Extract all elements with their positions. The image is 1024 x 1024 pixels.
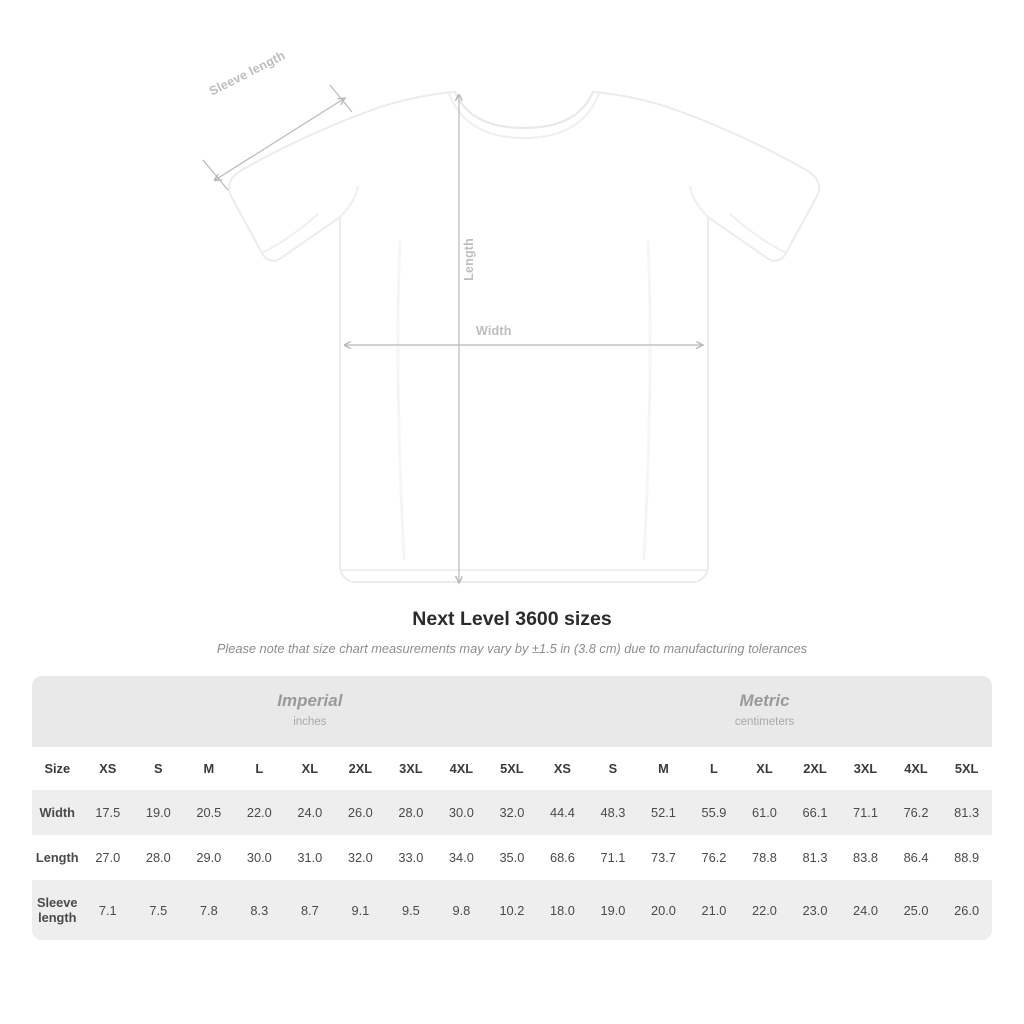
size-header-imperial-2xl: 2XL bbox=[335, 747, 386, 790]
cell-width-metric-3xl: 71.1 bbox=[840, 790, 891, 835]
size-header-row bbox=[32, 747, 992, 790]
cell-length-metric-xl: 78.8 bbox=[739, 835, 790, 880]
cell-length-metric-5xl: 88.9 bbox=[941, 835, 992, 880]
cell-width-imperial-m: 20.5 bbox=[184, 790, 235, 835]
length-label: Length bbox=[462, 238, 476, 281]
cell-sleeve-imperial-l: 8.3 bbox=[234, 880, 285, 940]
cell-width-metric-2xl: 66.1 bbox=[790, 790, 841, 835]
cell-sleeve-metric-m: 20.0 bbox=[638, 880, 689, 940]
cell-width-imperial-s: 19.0 bbox=[133, 790, 184, 835]
size-header-imperial-xl: XL bbox=[285, 747, 336, 790]
size-header-imperial-xs: XS bbox=[83, 747, 134, 790]
unit-imperial-name: Imperial bbox=[277, 691, 343, 710]
cell-width-imperial-l: 22.0 bbox=[234, 790, 285, 835]
cell-width-metric-m: 52.1 bbox=[638, 790, 689, 835]
size-header-metric-l: L bbox=[689, 747, 740, 790]
cell-length-imperial-m: 29.0 bbox=[184, 835, 235, 880]
cell-sleeve-imperial-2xl: 9.1 bbox=[335, 880, 386, 940]
cell-length-metric-l: 76.2 bbox=[689, 835, 740, 880]
size-header-metric-m: M bbox=[638, 747, 689, 790]
cell-sleeve-metric-5xl: 26.0 bbox=[941, 880, 992, 940]
cell-sleeve-imperial-m: 7.8 bbox=[184, 880, 235, 940]
cell-width-imperial-4xl: 30.0 bbox=[436, 790, 487, 835]
width-label: Width bbox=[476, 324, 512, 338]
cell-width-metric-4xl: 76.2 bbox=[891, 790, 942, 835]
cell-width-metric-xl: 61.0 bbox=[739, 790, 790, 835]
unit-metric-name: Metric bbox=[739, 691, 790, 710]
tshirt-shape bbox=[229, 92, 819, 582]
cell-length-imperial-3xl: 33.0 bbox=[386, 835, 437, 880]
size-header-metric-2xl: 2XL bbox=[790, 747, 841, 790]
row-label-width: Width bbox=[32, 790, 83, 835]
unit-metric-sub: centimeters bbox=[734, 715, 795, 728]
cell-length-metric-xs: 68.6 bbox=[537, 835, 588, 880]
size-header-metric-xs: XS bbox=[537, 747, 588, 790]
size-header-metric-xl: XL bbox=[739, 747, 790, 790]
cell-width-metric-xs: 44.4 bbox=[537, 790, 588, 835]
cell-sleeve-imperial-xs: 7.1 bbox=[83, 880, 134, 940]
cell-length-imperial-s: 28.0 bbox=[133, 835, 184, 880]
cell-sleeve-imperial-3xl: 9.5 bbox=[386, 880, 437, 940]
cell-length-metric-3xl: 83.8 bbox=[840, 835, 891, 880]
cell-width-imperial-xl: 24.0 bbox=[285, 790, 336, 835]
size-header-metric-3xl: 3XL bbox=[840, 747, 891, 790]
cell-length-imperial-4xl: 34.0 bbox=[436, 835, 487, 880]
size-header-metric-4xl: 4XL bbox=[891, 747, 942, 790]
cell-length-imperial-xs: 27.0 bbox=[83, 835, 134, 880]
cell-sleeve-imperial-5xl: 10.2 bbox=[487, 880, 538, 940]
cell-width-imperial-2xl: 26.0 bbox=[335, 790, 386, 835]
table-row bbox=[32, 790, 992, 835]
cell-sleeve-metric-s: 19.0 bbox=[588, 880, 639, 940]
cell-width-metric-s: 48.3 bbox=[588, 790, 639, 835]
row-label-sleeve-length: Sleeve length bbox=[32, 880, 83, 940]
size-header-imperial-m: M bbox=[184, 747, 235, 790]
cell-length-imperial-2xl: 32.0 bbox=[335, 835, 386, 880]
cell-length-imperial-5xl: 35.0 bbox=[487, 835, 538, 880]
cell-length-metric-4xl: 86.4 bbox=[891, 835, 942, 880]
cell-width-metric-l: 55.9 bbox=[689, 790, 740, 835]
cell-sleeve-imperial-xl: 8.7 bbox=[285, 880, 336, 940]
unit-imperial-sub: inches bbox=[293, 715, 327, 728]
size-header-imperial-3xl: 3XL bbox=[386, 747, 437, 790]
table-row bbox=[32, 880, 992, 940]
unit-header-row bbox=[32, 676, 992, 747]
size-header-metric-5xl: 5XL bbox=[941, 747, 992, 790]
cell-width-imperial-3xl: 28.0 bbox=[386, 790, 437, 835]
size-chart-table bbox=[32, 676, 992, 940]
size-header-imperial-4xl: 4XL bbox=[436, 747, 487, 790]
table-row bbox=[32, 835, 992, 880]
cell-sleeve-imperial-s: 7.5 bbox=[133, 880, 184, 940]
cell-length-metric-2xl: 81.3 bbox=[790, 835, 841, 880]
size-header-label: Size bbox=[32, 747, 83, 790]
cell-width-imperial-xs: 17.5 bbox=[83, 790, 134, 835]
size-header-imperial-s: S bbox=[133, 747, 184, 790]
cell-length-metric-s: 71.1 bbox=[588, 835, 639, 880]
page-title: Next Level 3600 sizes bbox=[412, 608, 612, 630]
title-block bbox=[0, 608, 1024, 656]
cell-sleeve-metric-4xl: 25.0 bbox=[891, 880, 942, 940]
size-header-imperial-l: L bbox=[234, 747, 285, 790]
cell-length-imperial-l: 30.0 bbox=[234, 835, 285, 880]
size-chart-table-wrap bbox=[32, 676, 992, 940]
size-header-metric-s: S bbox=[588, 747, 639, 790]
cell-length-imperial-xl: 31.0 bbox=[285, 835, 336, 880]
cell-sleeve-imperial-4xl: 9.8 bbox=[436, 880, 487, 940]
cell-width-imperial-5xl: 32.0 bbox=[487, 790, 538, 835]
cell-sleeve-metric-2xl: 23.0 bbox=[790, 880, 841, 940]
cell-sleeve-metric-xs: 18.0 bbox=[537, 880, 588, 940]
cell-width-metric-5xl: 81.3 bbox=[941, 790, 992, 835]
cell-sleeve-metric-xl: 22.0 bbox=[739, 880, 790, 940]
cell-sleeve-metric-l: 21.0 bbox=[689, 880, 740, 940]
unit-metric bbox=[537, 676, 992, 747]
tolerance-note: Please note that size chart measurements may vary by ±1.5 in (3.8 cm) due to manufacturing tolerances bbox=[216, 641, 808, 656]
cell-length-metric-m: 73.7 bbox=[638, 835, 689, 880]
cell-sleeve-metric-3xl: 24.0 bbox=[840, 880, 891, 940]
unit-row-spacer bbox=[32, 676, 83, 747]
size-header-imperial-5xl: 5XL bbox=[487, 747, 538, 790]
unit-imperial bbox=[83, 676, 538, 747]
sleeve-length-label: Sleeve length bbox=[207, 48, 288, 99]
row-label-length: Length bbox=[32, 835, 83, 880]
